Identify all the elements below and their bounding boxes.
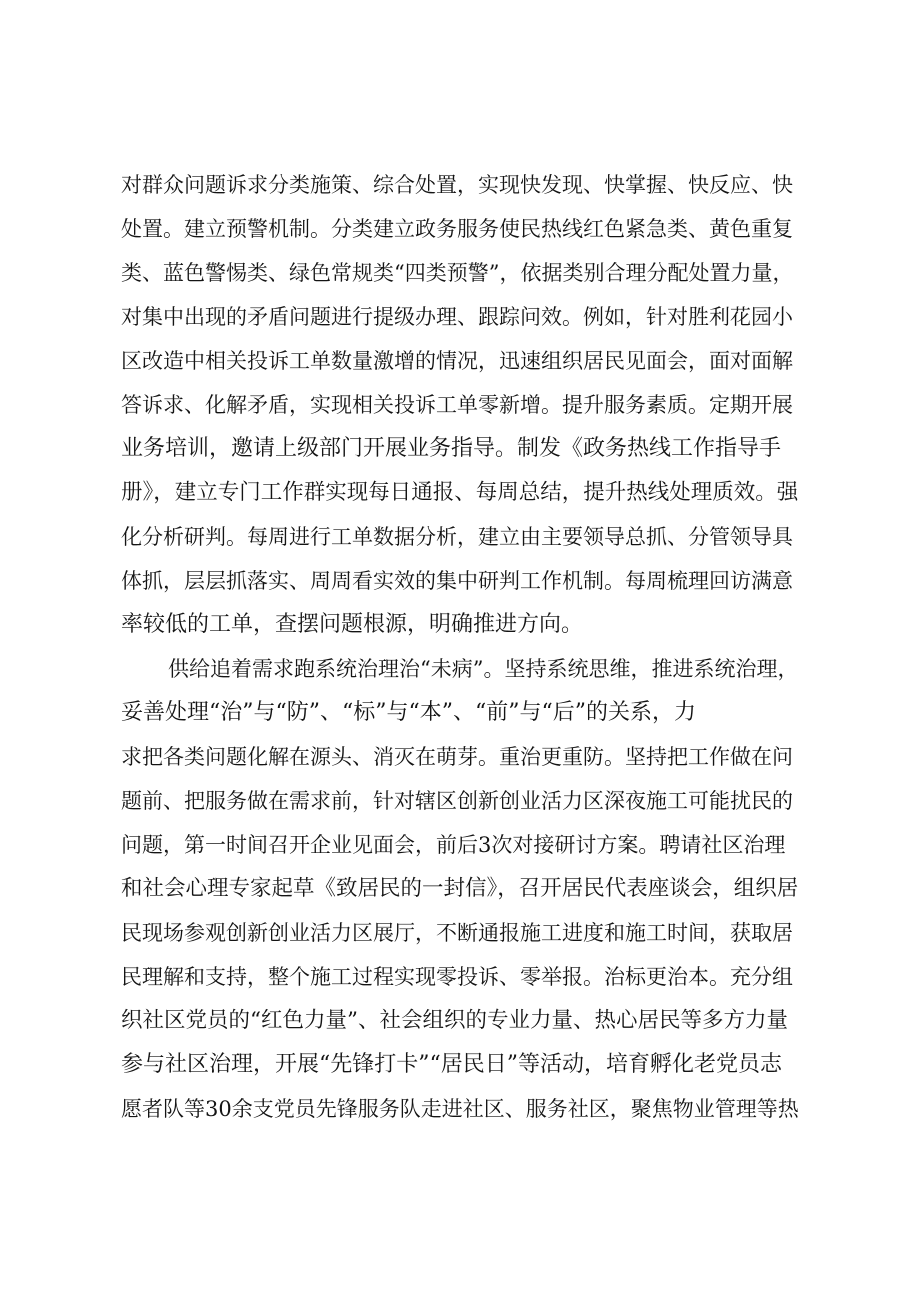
text-line: 题前、把服务做在需求前，针对辖区创新创业活力区深夜施工可能扰民的 — [121, 789, 793, 813]
text-line: 对集中出现的矛盾问题进行提级办理、跟踪问效。例如，针对胜利花园小 — [121, 305, 793, 329]
text-line: 民理解和支持，整个施工过程实现零投诉、零举报。治标更治本。充分组 — [121, 965, 793, 989]
paragraph-first-line: 供给追着需求跑系统治理治“未病”。坚持系统思维，推进系统治理， — [168, 657, 799, 681]
text-line: 织社区党员的“红色力量”、社会组织的专业力量、热心居民等多方力量 — [121, 1008, 788, 1033]
text-line: 答诉求、化解矛盾，实现相关投诉工单零新增。提升服务素质。定期开展 — [121, 393, 793, 417]
text-line: 册》，建立专门工作群实现每日通报、每周总结，提升热线处理质效。强 — [121, 480, 799, 505]
text-line: 妥善处理“治”与“防”、“标”与“本”、“前”与“后”的关系，力 — [121, 700, 696, 725]
text-line: 体抓，层层抓落实、周周看实效的集中研判工作机制。每周梳理回访满意 — [121, 569, 793, 593]
text-line: 参与社区治理，开展“先锋打卡”“居民日”等活动，培育孵化老党员志 — [121, 1052, 782, 1077]
text-line: 率较低的工单，查摆问题根源，明确推进方向。 — [121, 612, 584, 637]
text-line: 化分析研判。每周进行工单数据分析，建立由主要领导总抓、分管领导具 — [121, 525, 793, 549]
text-line: 愿者队等30余支党员先锋服务队走进社区、服务社区，聚焦物业管理等热 — [121, 1097, 799, 1121]
text-line: 区改造中相关投诉工单数量激增的情况，迅速组织居民见面会，面对面解 — [121, 349, 793, 373]
text-line: 民现场参观创新创业活力区展厅，不断通报施工进度和施工时间，获取居 — [121, 921, 793, 945]
text-line: 求把各类问题化解在源头、消灭在萌芽。重治更重防。坚持把工作做在问 — [121, 745, 793, 769]
text-line: 问题，第一时间召开企业见面会，前后3次对接研讨方案。聘请社区治理 — [121, 833, 786, 857]
text-line: 对群众问题诉求分类施策、综合处置，实现快发现、快掌握、快反应、快 — [121, 173, 793, 197]
text-line: 处置。建立预警机制。分类建立政务服务使民热线红色紧急类、黄色重复 — [121, 217, 793, 241]
text-line: 类、蓝色警惕类、绿色常规类“四类预警”，依据类别合理分配处置力量， — [121, 261, 794, 285]
text-line: 和社会心理专家起草《致居民的一封信》，召开居民代表座谈会，组织居 — [121, 876, 799, 901]
text-line: 业务培训，邀请上级部门开展业务指导。制发《政务热线工作指导手 — [121, 436, 782, 461]
